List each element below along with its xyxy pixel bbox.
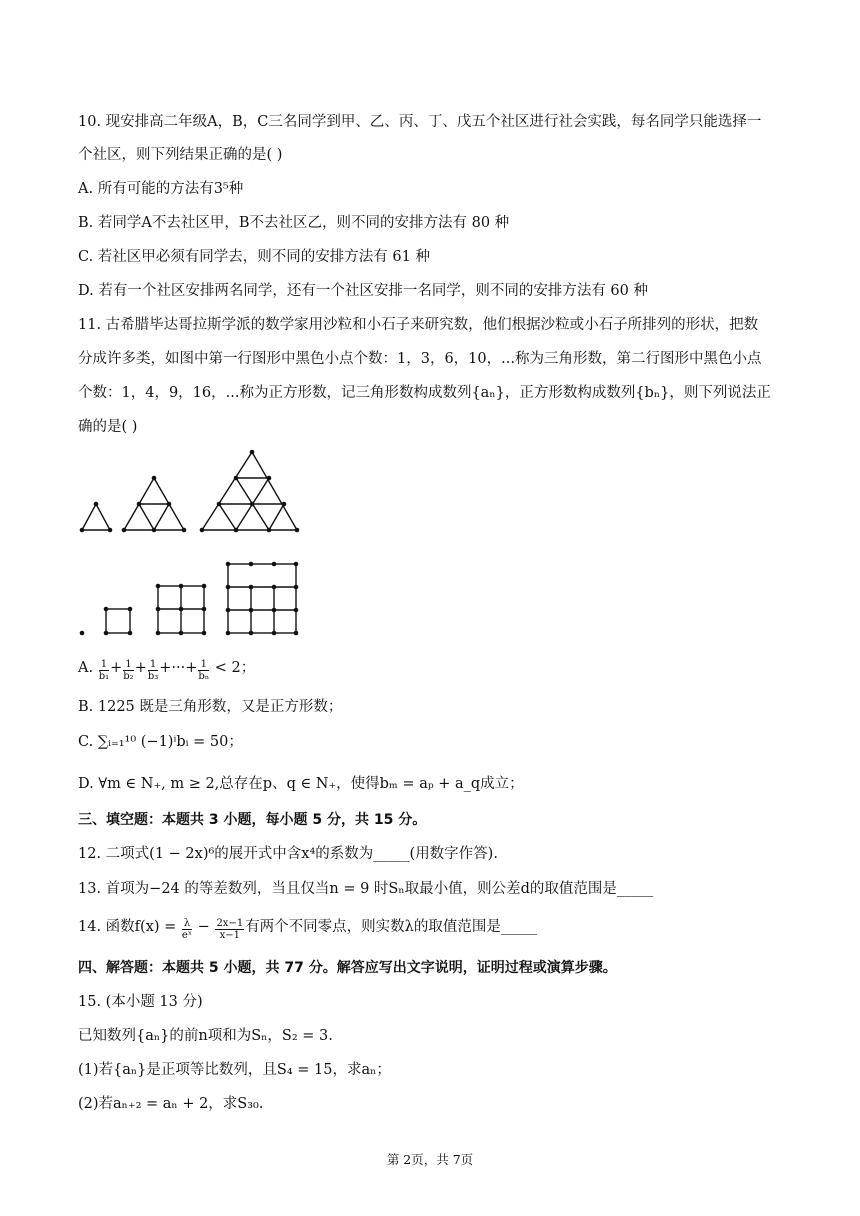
triangle-dots [80, 450, 300, 533]
triangle-figures [82, 452, 297, 530]
q10-option-b: B. 若同学A不去社区甲，B不去社区乙，则不同的安排方法有 80 种 [78, 215, 510, 231]
q11-stem-line3: 个数：1，4，9，16，...称为正方形数，记三角形数构成数列{aₙ}，正方形数构成数列{bₙ}，则下列说法正 [78, 385, 771, 401]
q15-heading: 15. (本小题 13 分) [78, 994, 203, 1010]
square-dots [80, 562, 299, 636]
frac-term-3: $\frac{1}{\text{b₃}}$ [147, 659, 159, 682]
frac-term-1: $\frac{1}{\text{b₁}}$ [98, 659, 110, 682]
section-3-heading: 三、填空题：本题共 3 小题，每小题 5 分，共 15 分。 [78, 812, 427, 828]
q10-option-c: C. 若社区甲必须有同学去，则不同的安排方法有 61 种 [78, 249, 430, 265]
q11-option-c: C. ∑ᵢ₌₁¹⁰ (−1)ⁱbᵢ = 50； [78, 734, 243, 750]
section-4-heading: 四、解答题：本题共 5 小题，共 77 分。解答应写出文字说明，证明过程或演算步骤。 [78, 960, 617, 976]
q10-stem-line2: 个社区，则下列结果正确的是( ) [78, 147, 283, 163]
q14-frac-lambda: $\frac{\lambda}{\text{eˣ}}$ [181, 918, 193, 941]
q14-suffix: 有两个不同零点，则实数λ的取值范围是_____ [245, 919, 538, 935]
q11-option-b: B. 1225 既是三角形数，又是正方形数； [78, 699, 343, 715]
q11-stem-line4: 确的是( ) [78, 419, 138, 435]
q11-stem-line1: 11. 古希腊毕达哥拉斯学派的数学家用沙粒和小石子来研究数，他们根据沙粒或小石子所排列的形状，把数 [78, 317, 759, 333]
q15-part-1: (1)若{aₙ}是正项等比数列，且S₄ = 15，求aₙ； [78, 1062, 391, 1078]
q15-part-2: (2)若aₙ₊₂ = aₙ + 2，求S₃₀. [78, 1096, 264, 1112]
q14-prefix: 14. 函数f(x) = [78, 919, 181, 935]
q11-option-d: D. ∀m ∈ N₊, m ≥ 2,总存在p、q ∈ N₊，使得bₘ = aₚ + a_q成立； [78, 776, 524, 792]
frac-term-n: $\frac{1}{\text{bₙ}}$ [198, 659, 210, 682]
q10-option-a: A. 所有可能的方法有3⁵种 [78, 181, 244, 197]
page-footer: 第 2页，共 7页 [386, 1152, 474, 1167]
q11-stem-line2: 分成许多类，如图中第一行图形中黑色小点个数：1，3，6，10，...称为三角形数，第二行图形中黑色小点 [78, 351, 762, 367]
square-figures [106, 564, 296, 633]
frac-term-2: $\frac{1}{\text{b₂}}$ [123, 659, 134, 682]
q15-stem: 已知数列{aₙ}的前n项和为Sₙ，S₂ = 3. [78, 1028, 333, 1044]
q12: 12. 二项式(1 − 2x)⁶的展开式中含x⁴的系数为_____(用数字作答). [78, 846, 498, 862]
q14: 14. 函数f(x) = $\frac{\lambda}{\text{eˣ}}$ − $\frac{2x-1}{x-1}$ 有两个不同零点，则实数λ的取值范围是_____ [78, 918, 538, 941]
q11-option-a: A. $\frac{1}{\text{b₁}}$ + $\frac{1}{\text{b₂}}$ + $\frac{1}{\text{b₃}}$ +···+ $\frac{1}{\text{bₙ}}$ < 2； [78, 659, 256, 682]
q10-option-d: D. 若有一个社区安排两名同学，还有一个社区安排一名同学，则不同的安排方法有 60 种 [78, 283, 648, 299]
q14-frac-rational: $\frac{2x-1}{x-1}$ [216, 918, 244, 941]
q11-option-a-prefix: A. [78, 660, 98, 676]
figurate-numbers-figure [74, 446, 314, 642]
q11-option-a-suffix: < 2； [210, 660, 256, 676]
q13: 13. 首项为−24 的等差数列，当且仅当n = 9 时Sₙ取最小值，则公差d的取值范围是_____ [78, 881, 654, 897]
q10-stem-line1: 10. 现安排高二年级A，B，C三名同学到甲、乙、丙、丁、戊五个社区进行社会实践，每名同学只能选择一 [78, 114, 762, 130]
